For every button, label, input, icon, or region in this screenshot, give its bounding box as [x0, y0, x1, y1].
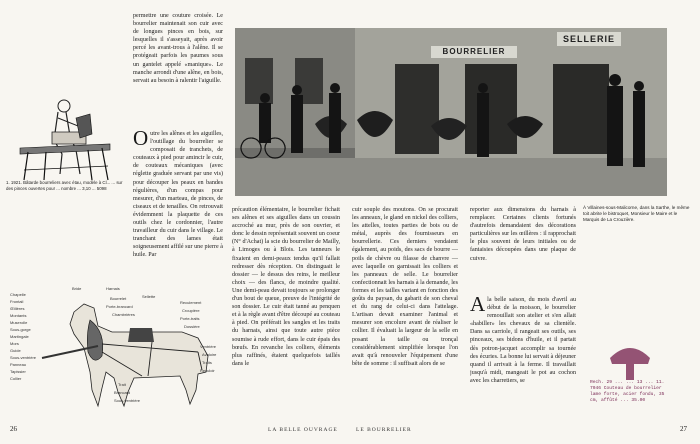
photo-caption: À Villaines-sous-Malicorne, dans la Sarthe, le même toit abrite le bistroquet, Monsieur le Maire et le Marquis de La Crouzière.: [583, 205, 690, 222]
label-croupiere: Croupière: [182, 308, 200, 313]
label-dossiere: Dossière: [184, 324, 200, 329]
right-column-3: [352, 206, 458, 418]
label-frontail: Frontail: [10, 299, 24, 304]
drop-cap-a: A: [470, 296, 486, 316]
footer-left-title: LA BELLE OUVRAGE: [268, 427, 338, 433]
label-sellette: Sellette: [142, 294, 156, 299]
left-page-number: 26: [10, 425, 17, 433]
col4-bottom-text: la belle saison, du mois d'avril au début de la moisson, le bourrelier remouillait son atelier et s'en allait «habiller» les chevaux de sa clientèle. Dans sa carriole, il rangeait ses outils, ses pinceaux, ses bidons d'huile, et il partait dès potron-jacquet accomplir sa tournée des écuries. La bonne lui servait à déjeuner quand il arrivait à la ferme. Il travaillait jusqu'à midi, mangeait le pot au cochon avec les charretiers, se: [470, 297, 576, 384]
label-martingale: Martingale: [10, 334, 29, 339]
label-sous-ventriere-b: Sous-ventrière: [114, 398, 141, 403]
label-bride: Bride: [72, 286, 82, 291]
knife-stamp: [590, 318, 670, 418]
left-column-1-body: [133, 130, 223, 280]
col1-mid-text: utre les alênes et les aiguilles, l'outillage du bourrelier se composait de tranchets, de couteaux à pied pour amincir le cuir, de couteaux mécaniques (avec réglette graduée servant par une vis) pour découper les peaux en bandes régulières, d'un compas pour mesurer, d'un marteau, de pinces, de ciseaux et de tenailles. On retrouvait évidemment la plaquette de ces outils chez le cordonnier, l'autre travailleur du cuir dans le village. Le tranchant des lames était soigneusement affilé sur une pierre à huile. Par: [133, 131, 223, 259]
label-panneau: Panneau: [10, 362, 27, 367]
figure-caption: 1. 1921. Bâtarde bourreliers avec étau, modèle à Cl... ... sur des pinces ouvertes pour ... nombre ... 3,10 ... 5098: [6, 180, 123, 191]
label-montants: Montants: [10, 313, 27, 318]
label-chambrieres: Chambrières: [112, 312, 135, 317]
label-bourrelet: Bourrelet: [110, 296, 127, 301]
left-column-1: [133, 12, 223, 112]
label-porte-traits: Porte-traits: [180, 316, 200, 321]
label-reculoir: Reculoir: [200, 368, 215, 373]
label-tapissier: Tapissier: [10, 369, 26, 374]
col2-text: précaution élémentaire, le bourrelier fichait ses alênes et ses aiguilles dans un coussin accroché au mur, près de son ouvrier, et donc le dessin représentait souvent un coeur (N° d'Achat) la scie du bourrelier de Mailly, à Limoges ou à Blois. Les tanneurs le fixaient en demi-peaux tendus qu'il fallait redresser dès réception. On distinguait le dossier — le dessus des reins, le meilleur choix — des flancs, de moindre qualité. Une demi-peau devait toujours se prolonger d'un bout de queue, preuve de l'intégrité de son dossier. Le cuir était tanné au penquen et à la règle avant d'être découpé au couteau à pied. On préférait les sangles et les traits du harnais, ainsi que toute autre pièce soumise à rude effort, dans le cuir épais des bœufs. En revanche les colliers, éléments plus raffinés, étaient quelquefois taillés dans le: [232, 207, 340, 367]
shopfront-photo: [235, 28, 667, 196]
label-collier: Collier: [10, 376, 22, 381]
col1-top-text: permettre une couture croisée. Le bourrelier maintenait son cuir avec de longues pinces en bois, sur lesquelles il s'asseyait, après avoir percé les avant-trous à l'alêne. Il se protégeait parfois les paumes sous un gantelet appelé «manique». Le manche arrondi d'une alêne, en bois, servait au besoin à ralentir l'aiguille.: [133, 13, 223, 84]
col3-text: cuir souple des moutons. On se procurait les anneaux, le gland en nickel des colliers, les attelles, toutes parties de bois ou de métal, auprès des fournisseurs en bourrellerie. Ces derniers vendaient également, au poids, des sacs de bourre — poils de chèvre ou filasse de chanvre — avec laquelle on garnissait les colliers et les panneaux de selle. Le bourrelier confectionnait les harnais à la demande, les formes et les tailles variant en fonction des goûts du paysan, du gabarit de son cheval et du rang de celui-ci dans l'attelage. L'artisan devait examiner l'animal et mesurer son encolure avant de réaliser le collier. Il évaluait la largeur de la selle en posant la taille ou tronçal considérablement simplifiée lorsque l'on avait qu'à renouveler l'équipement d'une bête de somme : il suffisait alors de se: [352, 207, 458, 367]
label-muserolle: Muserolle: [10, 320, 28, 325]
right-column-4: [470, 206, 576, 290]
label-traits: Traits: [202, 360, 212, 365]
label-harnais: Harnais: [106, 286, 120, 291]
label-oeilleres: Œillères: [10, 306, 25, 311]
label-sous-gorge: Sous-gorge: [10, 327, 31, 332]
label-porte-brancard: Porte-brancard: [106, 304, 133, 309]
footer-right-title: LE BOURRELIER: [356, 427, 412, 433]
label-brancard: Brancard: [114, 390, 131, 395]
label-sous-ventriere-l: Sous-ventrière: [10, 355, 37, 360]
right-page-number: 27: [680, 425, 687, 433]
label-trait: Trait: [118, 382, 126, 387]
sign-sellerie: SELLERIE: [557, 32, 621, 46]
harness-diagram: [2, 286, 228, 416]
col4-top-text: reporter aux dimensions du harnais à remplacer. Certaines clients fortunés d'autrefois demandaient des décorations particulières sur les œillères : il rapprochait le plus souvent de leurs initiales ou de fantaisies découpées dans une plaque de cuivre.: [470, 207, 576, 262]
right-column-4-body: [470, 296, 576, 420]
label-reculement: Reculement: [180, 300, 202, 305]
label-mors: Mors: [10, 341, 19, 346]
label-guide: Guide: [10, 348, 21, 353]
left-column-2: [232, 206, 340, 418]
workbench-illustration: [6, 92, 124, 187]
label-avaloire: Avaloire: [202, 352, 217, 357]
sign-bourrelier: BOURRELIER: [431, 46, 517, 58]
drop-cap-o: O: [133, 130, 149, 150]
label-chapelle: Chapelle: [10, 292, 26, 297]
stamp-text: Rech. 29 ... ... 13 ... 11. 7046 Couteau de bourrelier lame forte, acier fondu, 35 cm, affûté ... 35.00: [590, 380, 665, 403]
label-ventriere: Ventrière: [200, 344, 217, 349]
